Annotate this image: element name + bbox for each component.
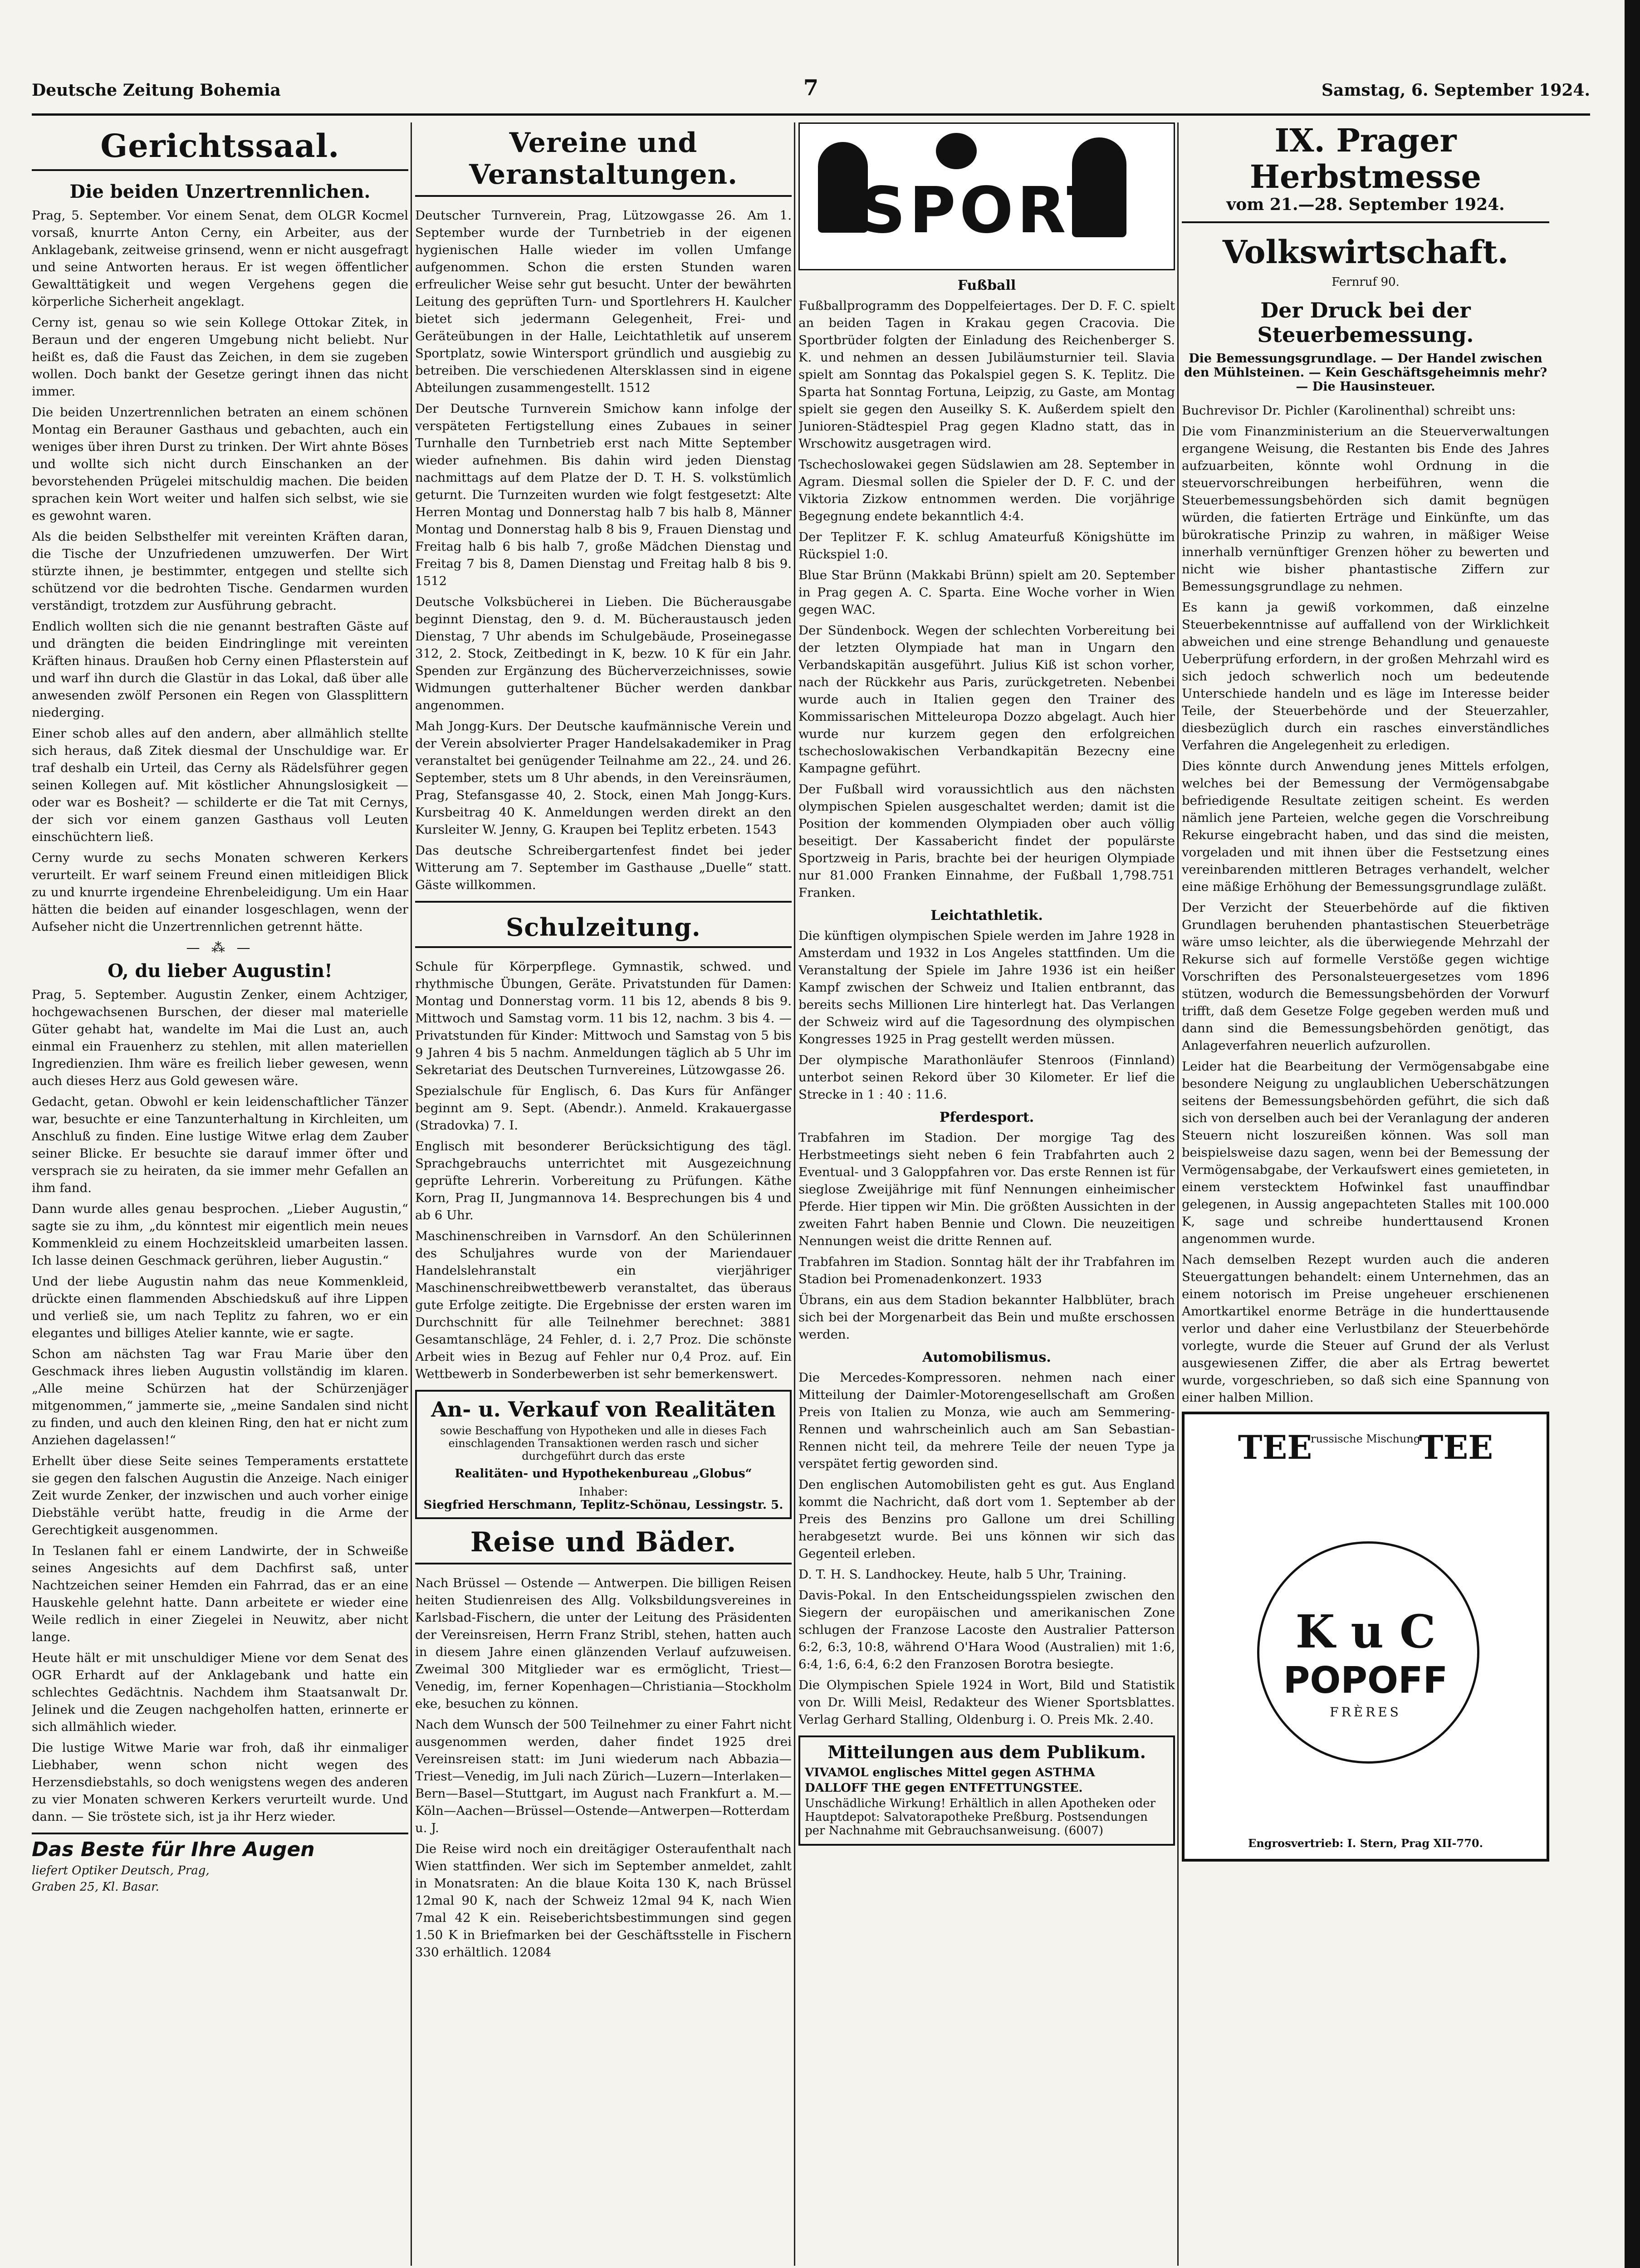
section-rule <box>415 946 792 948</box>
column-court <box>32 122 408 2268</box>
subsection-title-horse: Pferdesport. <box>939 1110 1034 1125</box>
horse-paragraph: Übrans, ein aus dem Stadion bekannter Halbblüter, brach sich bei der Morgenarbeit das Bein und mußte erschossen werden. <box>798 1293 1175 1342</box>
tea-word-right: TEE <box>1419 1428 1493 1466</box>
section-rule <box>32 169 408 171</box>
optician-supplier: liefert Optiker Deutsch, Prag, <box>32 1864 210 1877</box>
article-paragraph: Schon am nächsten Tag war Frau Marie über den Geschmack ihres lieben Augustin vollständig im klaren. „Alle meine Schürzen hat der Schürzenjäger mitgenommen,“ jammerte sie, „meine Sandalen sind nicht zu finden, und auch den kleinen Ring, den hat er nicht zum Anziehen dagelassen!“ <box>32 1347 408 1447</box>
football-paragraph: Tschechoslowakei gegen Südslawien am 28. September in Agram. Diesmal sollen die Spieler der D. F. C. und der Viktoria Zizkow entnommen werden. Die vorjährige Begegnung endete bekanntlich 4:4. <box>798 457 1175 523</box>
section-rule <box>1182 221 1549 223</box>
subsection-title-auto: Automobilismus. <box>922 1349 1051 1365</box>
article-paragraph: Prag, 5. September. Augustin Zenker, einem Achtziger, hochgewachsenen Burschen, der dieser mal materielle Güter gehabt hat, wandelte im Mai die Lust an, auch einmal ein Frauenherz zu stehlen, mit allen materiellen Ingredienzien. Ihm wäre es freilich lieber gewesen, wenn auch dieses Herz aus Gold gewesen wäre. <box>32 987 408 1088</box>
column-divider <box>1177 122 1179 2266</box>
section-title-associations: Vereine und Veranstaltungen. <box>469 127 738 191</box>
article-paragraph: Dann wurde alles genau besprochen. „Lieber Augustin,“ sagte sie zu ihm, „du könntest mir eigentlich mein neues Kommenkleid zu einem Hochzeitskleid umarbeiten lassen. Ich lasse deinen Geschmack gerühren, lieber Augustin.“ <box>32 1202 408 1268</box>
sport-banner-title: SPORT <box>860 174 1114 248</box>
column-economy <box>1182 122 1549 2268</box>
article-paragraph: Die beiden Unzertrennlichen betraten an einem schönen Montag ein Berauner Gasthaus und gebachten, auch ein weniges über ihren Durst zu trinken. Der Wirt ahnte Böses und wollte sich nicht durch Einschanken an der bevorstehenden Prügelei mitschuldig machen. Die beiden sprachen kein Wort weiter und halfen sich selbst, wie sie es gewohnt waren. <box>32 405 408 523</box>
economy-paragraph: Die vom Finanzministerium an die Steuerverwaltungen ergangene Weisung, die Restanten bis Ende des Jahres aufzuarbeiten, könnte wohl Ordnung in die steuervorschreibungen herbeiführen, wenn die Steuerbemessungsbehörden sich damit begnügen würden, die fatierten Erträge und Einkünfte, um das bürokratische Prinzip zu wahren, in mäßiger Weise innerhalb vernünftiger Grenzen höher zu bewerten und nicht wie bisher phantastische Ziffern zur Bemessungsgrundlage zu nehmen. <box>1182 424 1549 594</box>
separator-ornament: — ⁂ — <box>186 940 254 956</box>
auto-paragraph: D. T. H. S. Landhockey. Heute, halb 5 Uhr, Training. <box>798 1567 1127 1582</box>
page-number: 7 <box>803 75 819 101</box>
athletics-paragraph: Der olympische Marathonläufer Stenroos (Finnland) unterbot seinen Rekord über 30 Kilometer. Er lief die Strecke in 1 : 40 : 11.6. <box>798 1053 1175 1102</box>
real-estate-owner-label: Inhaber: <box>578 1485 628 1498</box>
travel-paragraph: Nach Brüssel — Ostende — Antwerpen. Die billigen Reisen heiten Studienreisen des Allg. Volksbildungsvereines in Karlsbad-Fischern, die unter der Leitung des Präsidenten der Vereinsreisen, Herrn Franz Stribl, stehen, hatten auch in diesem Jahre einen glänzenden Verlauf aufzuweisen. Zweimal 300 Mitglieder war es ermöglicht, Triest—Venedig, im, ferner Kopenhagen—Christiania—Stockholm eke, besuchen zu können. <box>415 1576 792 1711</box>
section-rule <box>415 1563 792 1564</box>
optician-address: Graben 25, Kl. Basar. <box>32 1880 159 1894</box>
section-rule <box>415 195 792 197</box>
economy-paragraph: Der Verzicht der Steuerbehörde auf die fiktiven Grundlagen beruhenden phantastischen Steuerbeträge wäre umso leichter, als die überwiegende Mehrzahl der Rekurse sich auf formelle Verstöße gegen wichtige Vorschriften des Personalsteuergesetzes vom 1896 stützen, wodurch die Bemessungsbehörden der Vorwurf trifft, daß dem Gesetze Folge gegeben werden muß und dann sind die Bemessungsbehörden genötigt, das Anlageverfahren neuerlich aufzurollen. <box>1182 900 1549 1053</box>
article-paragraph: Endlich wollten sich die nie genannt bestraften Gäste auf und drängten die beiden Eindringlinge mit vereinten Kräften hinaus. Draußen hob Cerny einen Pflasterstein auf und warf ihn durch die Glastür in das Lokal, daß über alle anwesenden zwölf Personen ein Regen von Glassplittern niederging. <box>32 619 408 720</box>
notice-paragraph: Das deutsche Schreibergartenfest findet bei jeder Witterung am 7. September im Gasthause „Duelle“ statt. Gäste willkommen. <box>415 843 792 892</box>
article-paragraph: Einer schob alles auf den andern, aber allmählich stellte sich heraus, daß Zitek diesmal der Unschuldige war. Er traf deshalb ein Urteil, das Cerny als Rädelsführer gegen seinen Kollegen auf. Mit köstlicher Ahnungslosigkeit — oder war es Bosheit? — schilderte er die Tat mit Cernys, der sich vor einem ganzen Gasthaus voll Leuten einschüchtern ließ. <box>32 726 408 844</box>
tea-brand-mark: K u C <box>1295 1605 1436 1658</box>
travel-paragraph: Nach dem Wunsch der 500 Teilnehmer zu einer Fahrt nicht ausgenommen werden, daher findet 1925 drei Vereinsreisen statt: im Juni wiederum nach Abbazia—Triest—Venedig, im Juli nach Zürich—Luzern—Interlaken—Bern—Basel—Stuttgart, im August nach Frankfurt a. M.—Köln—Aachen—Brüssel—Ostende—Antwerpen—Rotterdam u. J. <box>415 1717 792 1835</box>
auto-paragraph: Die Olympischen Spiele 1924 in Wort, Bild und Statistik von Dr. Willi Meisl, Redakteur des Wiener Sportsblattes. Verlag Gerhard Stalling, Oldenburg i. O. Preis Mk. 2.40. <box>798 1678 1175 1727</box>
fair-title: IX. Prager Herbstmesse <box>1249 122 1482 196</box>
article-paragraph: Cerny wurde zu sechs Monaten schweren Kerkers verurteilt. Er warf seinem Freund einen mitleidigen Blick zu und knurrte irgendeine Ehrenbeleidigung. Um ein Haar hätten die beiden auf einander losgeschlagen, wenn der Aufseher nicht die Unzertrennlichen getrennt hätte. <box>32 850 408 934</box>
public-notice-line: DALLOFF THE gegen ENTFETTUNGSTEE. <box>805 1781 1083 1795</box>
travel-paragraph: Die Reise wird noch ein dreitägiger Osteraufenthalt nach Wien stattfinden. Wer sich im September anmeldet, zahlt in Monatsraten: An die blaue Koita 130 K, nach Brüssel 12mal 90 K, nach der Schweiz 12mal 94 K, nach Wien 7mal 42 K ein. Reiseberichtsbestimmungen sind gegen 1.50 K in Briefmarken bei der Geschäftsstelle in Fischern 330 erhältlich. 12084 <box>415 1842 792 1960</box>
real-estate-advertisement <box>415 1390 792 1519</box>
football-paragraph: Der Sündenbock. Wegen der schlechten Vorbereitung bei der letzten Olympiade hat man in Ungarn den Verbandskapitän ausgeführt. Julius Kiß ist schon vorher, nach der Rückkehr aus Paris, zurückgetreten. Nebenbei wurde auch in Italien gegen den Trainer des Kommissarischen Mitteleuropa Dozzo abgelagt. Auch hier wurde nur kurzem gegen den erfolgreichen tschechoslowakischen Verbandkapitän Bezecny eine Kampagne geführt. <box>798 623 1175 776</box>
issue-date: Samstag, 6. September 1924. <box>1322 81 1590 100</box>
economy-headline: Der Druck bei der Steuerbemessung. <box>1257 298 1474 347</box>
economy-byline: Buchrevisor Dr. Pichler (Karolinenthal) schreibt uns: <box>1182 403 1516 418</box>
school-paragraph: Spezialschule für Englisch, 6. Das Kurs für Anfänger beginnt am 9. Sept. (Abendr.). Anmeld. Krakauergasse (Stradovka) 7. I. <box>415 1084 792 1133</box>
article-paragraph: Und der liebe Augustin nahm das neue Kommenkleid, drückte einen flammenden Abschiedskuß auf ihre Lippen und verließ sie, um nach Teplitz zu fahren, wo er ein elegantes und billiges Atelier kannte, wie er sagte. <box>32 1274 408 1340</box>
auto-paragraph: Davis-Pokal. In den Entscheidungsspielen zwischen den Siegern der europäischen und amerikanischen Zone schlugen der Franzose Lacoste den Australier Patterson 6:2, 6:3, 10:8, während O'Hara Wood (Australien) mit 1:6, 6:4, 1:6, 6:4, 6:2 den Franzosen Borotra besiegte. <box>798 1588 1175 1672</box>
article-paragraph: Cerny ist, genau so wie sein Kollege Ottokar Zitek, in Beraun und der engeren Umgebung nicht beliebt. Nur heißt es, daß die Faust das Zeichen, in dem sie zugeben wollen. Doch bankt der Gesetze geringt ihnen das nicht immer. <box>32 315 408 399</box>
football-paragraph: Der Teplitzer F. K. schlug Amateurfuß Königshütte im Rückspiel 1:0. <box>798 530 1175 562</box>
article-paragraph: Die lustige Witwe Marie war froh, daß ihr einmaliger Liebhaber, wenn schon nicht wegen des Herzensdiebstahls, so doch wenigstens wegen des anderen zu vier Monaten schweren Kerkers verurteilt wurde. Und dann. — Sie tröstete sich, ist ja ihr Herz wieder. <box>32 1740 408 1824</box>
real-estate-title: An- u. Verkauf von Realitäten <box>431 1397 776 1422</box>
article-paragraph: Gedacht, getan. Obwohl er kein leidenschaftlicher Tänzer war, besuchte er eine Tanzunterhaltung in Kirchleiten, um Anschluß zu finden. Eine lustige Witwe erlag dem Zauber seiner Blicke. Er besuchte sie darauf immer öfter und versprach sie zu heiraten, da sie immer mehr Gefallen an ihm fand. <box>32 1095 408 1195</box>
section-rule <box>415 901 792 903</box>
football-paragraph: Der Fußball wird voraussichtlich aus den nächsten olympischen Spielen ausgeschaltet werden; damit ist die Position der kommenden Olympiaden ober auch völlig beseitigt. Der Kassabericht findet der populärste Sportzweig in Paris, brachte bei der heurigen Olympiade nur 81.000 Franken Einnahme, der Fußball 1,798.751 Franken. <box>798 782 1175 900</box>
tea-word-left: TEE <box>1238 1428 1312 1466</box>
notice-paragraph: Der Deutsche Turnverein Smichow kann infolge der verspäteten Fertigstellung eines Zubaues in seiner Turnhalle den Turnbetrieb erst nach Mitte September wieder aufnehmen. Bis dahin wird jeden Dienstag nachmittags auf dem Platze der D. T. H. S. volkstümlich geturnt. Die Turnzeiten wurden wie folgt festgesetzt: Alte Herren Montag und Donnerstag halb 7 bis halb 8, Männer Montag und Donnerstag halb 8 bis 9, Frauen Dienstag und Freitag halb 6 bis halb 7, große Mädchen Dienstag und Freitag 7 bis 8, Damen Dienstag und Freitag halb 8 bis 9. 1512 <box>415 401 792 588</box>
article-paragraph: In Teslanen fahl er einem Landwirte, der in Schweiße seines Angesichts auf dem Dachfirst saß, unter Nachtzeichen seiner Hemden ein Fahrrad, das er an eine Hauskehle gelehnt hatte. Dann arbeitete er wieder eine Weile redlich in einer Ziegelei in Neuwitz, aber nicht lange. <box>32 1544 408 1644</box>
school-paragraph: Schule für Körperpflege. Gymnastik, schwed. und rhythmische Übungen, Geräte. Privatstunden für Damen: Montag und Donnerstag vorm. 11 bis 12, abends 8 bis 9. Mittwoch und Samstag vorm. 11 bis 12, nachm. 3 bis 4. — Privatstunden für Kinder: Mittwoch und Samstag von 5 bis 9 Jahren 4 bis 5 nachm. Anmeldungen täglich ab 5 Uhr im Sekretariat des Deutschen Turnvereines, Lützowgasse 26. <box>415 959 792 1077</box>
economy-deck: Die Bemessungsgrundlage. — Der Handel zwischen den Mühlsteinen. — Kein Geschäftsgeheimnis mehr? — Die Hausinsteuer. <box>1184 352 1547 394</box>
running-head <box>32 77 1590 116</box>
subsection-title-football: Fußball <box>957 278 1016 293</box>
tea-advertisement <box>1182 1412 1549 1862</box>
public-notices-title: Mitteilungen aus dem Publikum. <box>827 1742 1146 1762</box>
column-divider <box>794 122 795 2266</box>
optician-advertisement <box>32 1833 408 1894</box>
article-headline: O, du lieber Augustin! <box>108 960 333 982</box>
tea-distributor: Engrosvertrieb: I. Stern, Prag XII-770. <box>1248 1837 1483 1850</box>
school-paragraph: Englisch mit besonderer Berücksichtigung des tägl. Sprachgebrauchs unterrichtet mit Ausgezeichnung geprüfte Lehrerin. Vorbereitung zu Prüfungen. Käthe Korn, Prag II, Jungmannova 14. Besprechungen bis 4 und ab 6 Uhr. <box>415 1139 792 1222</box>
article-paragraph: Heute hält er mit unschuldiger Miene vor dem Senat des OGR Erhardt auf der Anklagebank und hatte ein schlechtes Gedächtnis. Nachdem ihm Staatsanwalt Dr. Jelinek und die Zeugen nachgeholfen hatten, erinnerte er sich allmählich wieder. <box>32 1651 408 1734</box>
column-divider <box>411 122 412 2266</box>
optician-slogan: Das Beste für Ihre Augen <box>32 1838 315 1861</box>
section-title-court: Gerichtssaal. <box>100 127 340 165</box>
economy-paragraph: Nach demselben Rezept wurden auch die anderen Steuergattungen behandelt: einem Unternehmen, das an einem notorisch im Preise ungeheuer erschienenen Amortkartikel enorme Beträge in die hunderttausende verlor und daher eine Verlustbilanz der Steuerbehörde vorlegte, wurde die Steuer auf Grund der als Verlust ausgewiesenen Ziffer, die aber als Ertrag bewertet wurde, vorgeschrieben, so daß sich eine Spannung von einer halben Million. <box>1182 1252 1549 1405</box>
real-estate-company: Realitäten- und Hypothekenbureau „Globus“ <box>455 1467 752 1481</box>
notice-paragraph: Mah Jongg-Kurs. Der Deutsche kaufmännische Verein und der Verein absolvierter Prager Handelsakademiker in Prag veranstaltet bei genügender Teilnahme am 22., 24. und 26. September, stets um 8 Uhr abends, in den Vereinsräumen, Prag, Stefansgasse 40, 2. Stock, einen Mah Jongg-Kurs. Kursbeitrag 40 K. Anmeldungen werden direkt an den Kursleiter W. Jenny, G. Kraupen bei Teplitz erbeten. 1543 <box>415 719 792 837</box>
column-sport <box>798 122 1175 2268</box>
article-headline: Die beiden Unzertrennlichen. <box>69 181 371 202</box>
phone-number: Fernruf 90. <box>1332 275 1400 289</box>
subsection-title-athletics: Leichtathletik. <box>930 908 1043 924</box>
public-notice-line: VIVAMOL englisches Mittel gegen ASTHMA <box>805 1766 1095 1779</box>
tea-mix-label: russische Mischung <box>1310 1432 1421 1445</box>
economy-paragraph: Dies könnte durch Anwendung jenes Mittels erfolgen, welches bei der Bemessung der Vermögensabgabe befriedigende Resultate zeitigen scheint. Es werden nämlich jene Parteien, welche gegen die Vorschreibung Rekurse eingebracht haben, und das sind die meisten, vorgeladen und mit ihnen über die Festsetzung eines vereinbarenden mittleren Betrages verhandelt, welcher eine mäßige Erhöhung der Bemessungsgrundlage zuläßt. <box>1182 759 1549 894</box>
article-paragraph: Als die beiden Selbsthelfer mit vereinten Kräften daran, die Tische der Unzufriedenen umzuwerfen. Der Wirt stürzte ihnen, je bestimmter, entgegen und stellte sich schützend vor die bedrohten Tische. Gendarmen wurden verständigt, trotzdem zur Ausführung gebracht. <box>32 529 408 613</box>
economy-paragraph: Es kann ja gewiß vorkommen, daß einzelne Steuerbekenntnisse auf auffallend von der Wirklichkeit abweichen und eine strenge Behandlung und genaueste Ueberprüfung erfordern, in der großen Mehrzahl wird es sich jedoch schwerlich noch um bedeutende Unterschiede handeln und es läge im Interesse beider Teile, der Steuerbehörde und der Steuerzahler, diesbezüglich durch ein rasches einverständliches Verfahren die Angelegenheit zu erledigen. <box>1182 600 1549 753</box>
sport-banner <box>798 122 1175 270</box>
paper-name: Deutsche Zeitung Bohemia <box>32 81 281 100</box>
football-paragraph: Blue Star Brünn (Makkabi Brünn) spielt am 20. September in Prag gegen A. C. Sparta. Eine Woche vorher in Wien gegen WAC. <box>798 568 1175 617</box>
section-title-travel: Reise und Bäder. <box>470 1526 737 1558</box>
horse-paragraph: Trabfahren im Stadion. Sonntag hält der ihr Trabfahren im Stadion bei Promenadenkonzert. 1933 <box>798 1255 1175 1286</box>
notice-paragraph: Deutsche Volksbücherei in Lieben. Die Bücherausgabe beginnt Dienstag, den 9. d. M. Bücheraustausch jeden Dienstag, 7 Uhr abends im Schulgebäude, Proseinegasse 312, 2. Stock, Zeitbedingt in K, bezw. 10 K für ein Jahr. Spenden zur Ergänzung des Bücherverzeichnisses, sowie Widmungen gutterhaltener Bücher werden dankbar angenommen. <box>415 595 792 713</box>
fair-dates: vom 21.—28. September 1924. <box>1226 195 1505 214</box>
school-paragraph: Maschinenschreiben in Varnsdorf. An den Schülerinnen des Schuljahres wurde von der Mariendauer Handelslehranstalt ein vierjähriger Maschinenschreibwettbewerb veranstaltet, das überaus gute Erfolge zeitigte. Die Ergebnisse der ersten waren im Durchschnitt für alle Teilnehmer berechnet: 3881 Gesamtanschläge, 24 Fehler, d. i. 2,7 Proz. Die schönste Arbeit wies in Bezug auf Fehler nur 0,4 Proz. auf. Ein Wettbewerb in Sonderbewerben ist sehr bemerkenswert. <box>415 1229 792 1381</box>
tea-freres: FRÈRES <box>1330 1705 1401 1720</box>
notice-paragraph: Deutscher Turnverein, Prag, Lützowgasse 26. Am 1. September wurde der Turnbetrieb in der eigenen hygienischen Halle wieder im vollen Umfange aufgenommen. Schon die ersten Stunden waren erfreulicher Weise sehr gut besucht. Unter der bewährten Leitung des geprüften Turn- und Sportlehrers H. Kaulcher bietet sich jedermann Gelegenheit, Frei- und Geräteübungen in der Halle, Leichtathletik auf unserem Sportplatz, sowie Wintersport gründlich und ausgiebig zu betreiben. Die verschiedenen Altersklassen sind in eigene Abteilungen zusammengestellt. 1512 <box>415 208 792 395</box>
section-title-school: Schulzeitung. <box>506 913 701 942</box>
auto-paragraph: Den englischen Automobilisten geht es gut. Aus England kommt die Nachricht, daß dort vom 1. September ab der Preis des Benzins pro Gallone um drei Schilling herabgesetzt wurde. Bei uns können wir sich das Gegenteil erleben. <box>798 1477 1175 1561</box>
column-associations <box>415 122 792 2268</box>
real-estate-subtitle: sowie Beschaffung von Hypotheken und alle in dieses Fach einschlagenden Transaktionen werden rasch und sicher durchgeführt durch das erste <box>440 1424 767 1462</box>
football-paragraph: Fußballprogramm des Doppelfeiertages. Der D. F. C. spielt an beiden Tagen in Krakau gegen Cracovia. Die Sportbrüder folgten der Einladung des Reichenberger S. K. und nehmen an dessen Jubiläumsturnier teil. Slavia spielt am Sonntag das Pokalspiel gegen S. K. Teplitz. Die Sparta hat Sonntag Fortuna, Leipzig, zu Gaste, am Montag spielt sie gegen den Auseilky S. K. Außerdem spielt den Junioren-Städtespiel Prag gegen Kladno statt, das in Wrschowitz ausgetragen wird. <box>798 298 1175 451</box>
article-paragraph: Prag, 5. September. Vor einem Senat, dem OLGR Kocmel vorsaß, knurrte Anton Cerny, ein Arbeiter, aus der Anklagebank, zeitweise grinsend, wenn er nicht ausgefragt und seine Antworten heraus. Er ist wegen öffentlicher Gewalttätigkeit und wegen Vergehens gegen die körperliche Sicherheit angeklagt. <box>32 208 408 309</box>
tea-company: POPOFF <box>1283 1659 1448 1701</box>
economy-paragraph: Leider hat die Bearbeitung der Vermögensabgabe eine besondere Neigung zu unglaublichen Ueberschätzungen seitens der Bemessungsbehörden geführt, die sich daß sich von derselben auch bei der Veranlagung der anderen Steuern nicht loszureißen können. Was soll man beispielsweise dazu sagen, wenn bei der Bemessung der Vermögensabgabe, der Verkaufswert eines gemieteten, in einem verstecktem Hofwinkel fast unauffindbar gelegenen, in Aussig angepachteten Stalles mit 100.000 K, sage und schreibe hunderttausend Kronen angenommen wurde. <box>1182 1059 1549 1246</box>
ball-illustration <box>936 133 977 169</box>
auto-paragraph: Die Mercedes-Kompressoren. nehmen nach einer Mitteilung der Daimler-Motorengesellschaft am Großen Preis von Italien zu Monza, wie auch am Semmering-Rennen und wahrscheinlich auch am San Sebastian-Rennen nicht teil, da mehrere Teile der neuen Type ja verspätet fertig geworden sind. <box>798 1370 1175 1471</box>
horse-paragraph: Trabfahren im Stadion. Der morgige Tag des Herbstmeetings sieht neben 6 fein Trabfahrten auch 2 Eventual- und 3 Galoppfahren vor. Das erste Rennen ist für sieglose Zweijährige mit fünf Nennungen einheimischer Pferde. Hier tippen wir Min. Die größten Aussichten in der zweiten Fahrt haben Bennie und Clown. Die neuzeitigen Nennungen weist die dritte Rennen auf. <box>798 1130 1175 1248</box>
section-title-economy: Volkswirtschaft. <box>1222 233 1509 271</box>
public-notices-box <box>798 1735 1175 1846</box>
public-notice-line: Unschädliche Wirkung! Erhältlich in allen Apotheken oder Hauptdepot: Salvatorapotheke Preßburg. Postsendungen per Nachnahme mit Gebrauchsanweisung. (6007) <box>805 1797 1156 1838</box>
real-estate-owner: Siegfried Herschmann, Teplitz-Schönau, Lessingstr. 5. <box>423 1498 783 1512</box>
athletics-paragraph: Die künftigen olympischen Spiele werden im Jahre 1928 in Amsterdam und 1932 in Los Angeles stattfinden. Um die Veranstaltung der Spiele im Jahre 1936 ist ein heißer Kampf zwischen der Schweiz und Italien entbrannt, das bereits sechs Millionen Lire hinterlegt hat. Das Verlangen der Schweiz wird auf die Tagesordnung des olympischen Kongresses 1925 in Prag gestellt werden müssen. <box>798 929 1175 1046</box>
article-paragraph: Erhellt über diese Seite seines Temperaments erstattete sie gegen den falschen Augustin die Anzeige. Nach einiger Zeit wurde Zenker, der inzwischen und auch vorher einige Diebstähle verübt hatte, freudig in die Arme der Gerechtigkeit ausgenommen. <box>32 1454 408 1537</box>
